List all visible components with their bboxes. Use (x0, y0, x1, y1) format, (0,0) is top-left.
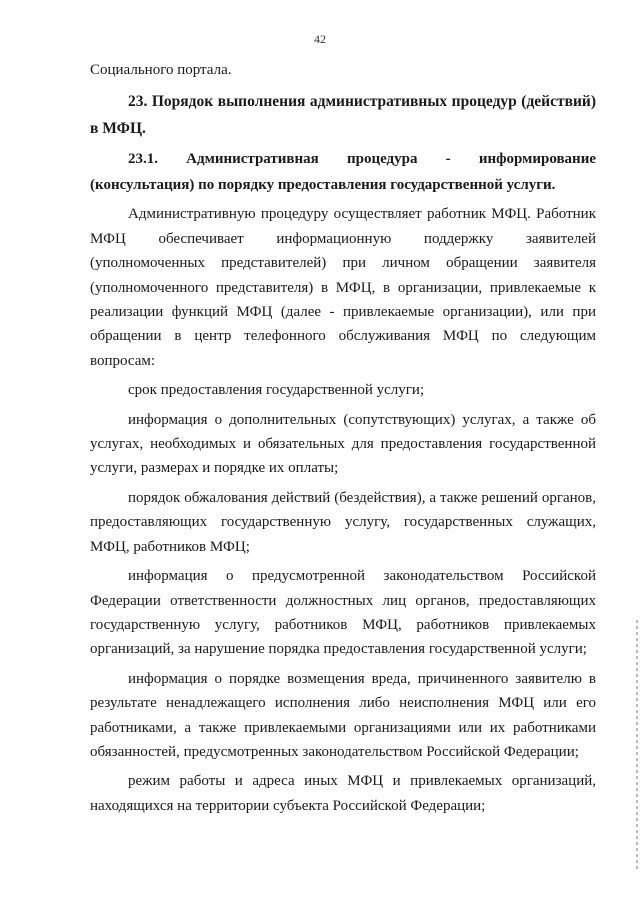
document-body (90, 58, 596, 818)
list-item-liability: информация о предусмотренной законодательством Российской Федерации ответственности должностных лиц органов, предоставляющих государственную услугу, работников МФЦ, работников привлекаемых организаций, за нарушение порядка предоставления государственной услуги; (90, 568, 596, 658)
continuation-line: Социального портала. (90, 62, 232, 78)
subsection-title: 23.1. Административная процедура - информирование (консультация) по порядку предоставления государственной услуги. (90, 151, 596, 194)
paragraph-intro: Административную процедуру осуществляет работник МФЦ. Работник МФЦ обеспечивает информационную поддержку заявителей (уполномоченных представителей) при личном обращении заявителя (уполномоченного представителя) в МФЦ, в организации, привлекаемые к реализации функций МФЦ (далее - привлекаемые организации), или при обращении в центр телефонного обслуживания МФЦ по следующим вопросам: (90, 206, 596, 369)
list-item-term: срок предоставления государственной услуги; (128, 382, 425, 399)
page-number: 42 (314, 32, 326, 46)
section-title: 23. Порядок выполнения административных процедур (действий) в МФЦ. (90, 93, 596, 138)
list-item-work-schedule: режим работы и адреса иных МФЦ и привлекаемых организаций, находящихся на территории субъекта Российской Федерации; (90, 773, 596, 814)
scan-edge-mark (636, 620, 638, 870)
list-item-additional-services: информация о дополнительных (сопутствующих) услугах, а также об услугах, необходимых и обязательных для предоставления государственной услуги, размерах и порядке их оплаты; (90, 411, 596, 477)
list-item-damage-compensation: информация о порядке возмещения вреда, причиненного заявителю в результате ненадлежащего исполнения либо неисполнения МФЦ или его работниками, а также привлекаемыми организациями или их работниками обязанностей, предусмотренных законодательством Российской Федерации; (90, 670, 596, 760)
list-item-appeal-procedure: порядок обжалования действий (бездействия), а также решений органов, предоставляющих государственную услугу, государственных служащих, МФЦ, работников МФЦ; (90, 489, 596, 555)
